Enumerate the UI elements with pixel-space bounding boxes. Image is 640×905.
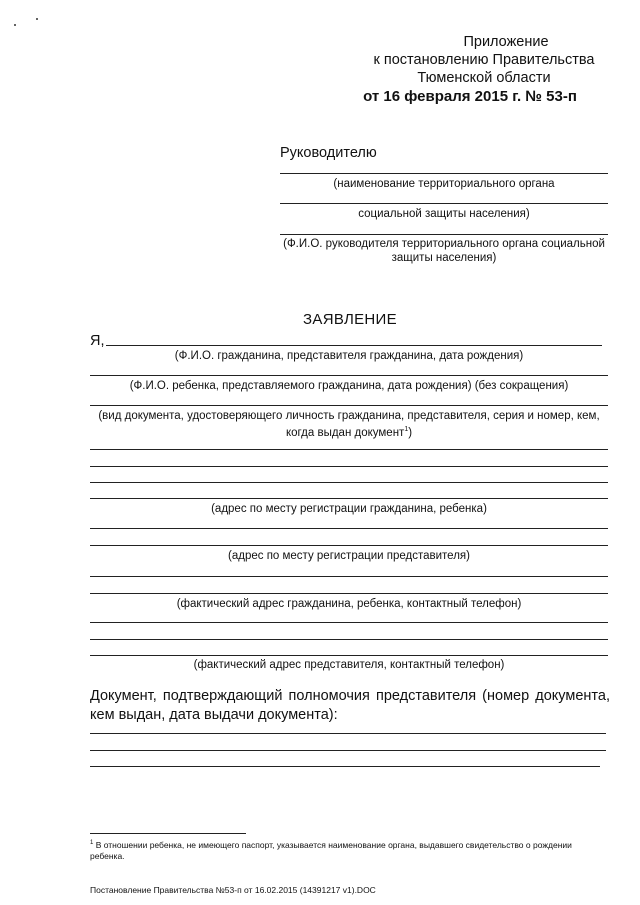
caption-rep-reg-address: (адрес по месту регистрации представителя) bbox=[228, 550, 470, 562]
caption-rep-actual-address: (фактический адрес представителя, контактный телефон) bbox=[193, 659, 505, 671]
fill-line bbox=[90, 405, 608, 406]
resolution-date: от 16 февраля 2015 г. № 53-п bbox=[363, 88, 577, 105]
caption-reg-address: (адрес по месту регистрации гражданина, ребенка) bbox=[211, 503, 487, 515]
caption-id-document-end: ) bbox=[408, 426, 413, 439]
fill-line bbox=[280, 203, 608, 204]
fill-line bbox=[90, 733, 606, 734]
fill-line bbox=[90, 375, 608, 376]
fill-line bbox=[90, 545, 608, 546]
fill-line bbox=[90, 622, 608, 623]
caption-head-fio: (Ф.И.О. руководителя территориального органа социальной защиты населения) bbox=[283, 238, 605, 264]
footnote bbox=[90, 838, 595, 862]
fill-line bbox=[90, 449, 608, 450]
caption-child: (Ф.И.О. ребенка, представляемого гражданина, дата рождения) (без сокращения) bbox=[129, 380, 569, 392]
scan-speck bbox=[36, 18, 38, 20]
ya-label: Я, bbox=[90, 333, 105, 349]
region-name: Тюменской области bbox=[417, 70, 551, 86]
caption-actual-address: (фактический адрес гражданина, ребенка, контактный телефон) bbox=[176, 598, 522, 610]
appendix-label: Приложение bbox=[463, 34, 549, 50]
fill-line bbox=[90, 466, 608, 467]
fill-line bbox=[106, 345, 602, 346]
footnote-ref: 1 bbox=[404, 426, 409, 433]
addressee-label: Руководителю bbox=[280, 145, 377, 161]
authority-document-text: Документ, подтверждающий полномочия представителя (номер документа, кем выдан, дата выдачи документа): bbox=[90, 688, 610, 723]
resolution-ref: к постановлению Правительства bbox=[373, 52, 595, 68]
fill-line bbox=[90, 766, 600, 767]
fill-line bbox=[280, 234, 608, 235]
document-title: ЗАЯВЛЕНИЕ bbox=[303, 311, 397, 328]
fill-line bbox=[90, 482, 608, 483]
caption-applicant: (Ф.И.О. гражданина, представителя гражданина, дата рождения) bbox=[174, 350, 524, 362]
fill-line bbox=[280, 173, 608, 174]
fill-line bbox=[90, 498, 608, 499]
caption-id-document-text: (вид документа, удостоверяющего личность гражданина, представителя, серия и номер, кем, когда выдан документ bbox=[98, 410, 600, 439]
fill-line bbox=[90, 639, 608, 640]
page-footer: Постановление Правительства №53-п от 16.02.2015 (14391217 v1).DOC bbox=[90, 885, 376, 895]
footnote-separator bbox=[90, 833, 246, 834]
footnote-mark: 1 bbox=[90, 840, 94, 846]
fill-line bbox=[90, 655, 608, 656]
fill-line bbox=[90, 750, 606, 751]
fill-line bbox=[90, 593, 608, 594]
fill-line bbox=[90, 576, 608, 577]
footnote-text: В отношении ребенка, не имеющего паспорт, указывается наименование органа, выдавшего свидетельство о рождении ребенка. bbox=[90, 839, 572, 861]
caption-social-protection: социальной защиты населения) bbox=[358, 208, 530, 220]
scan-speck bbox=[14, 24, 16, 26]
caption-id-document bbox=[90, 409, 608, 440]
fill-line bbox=[90, 528, 608, 529]
caption-organ-name: (наименование территориального органа bbox=[333, 178, 555, 190]
